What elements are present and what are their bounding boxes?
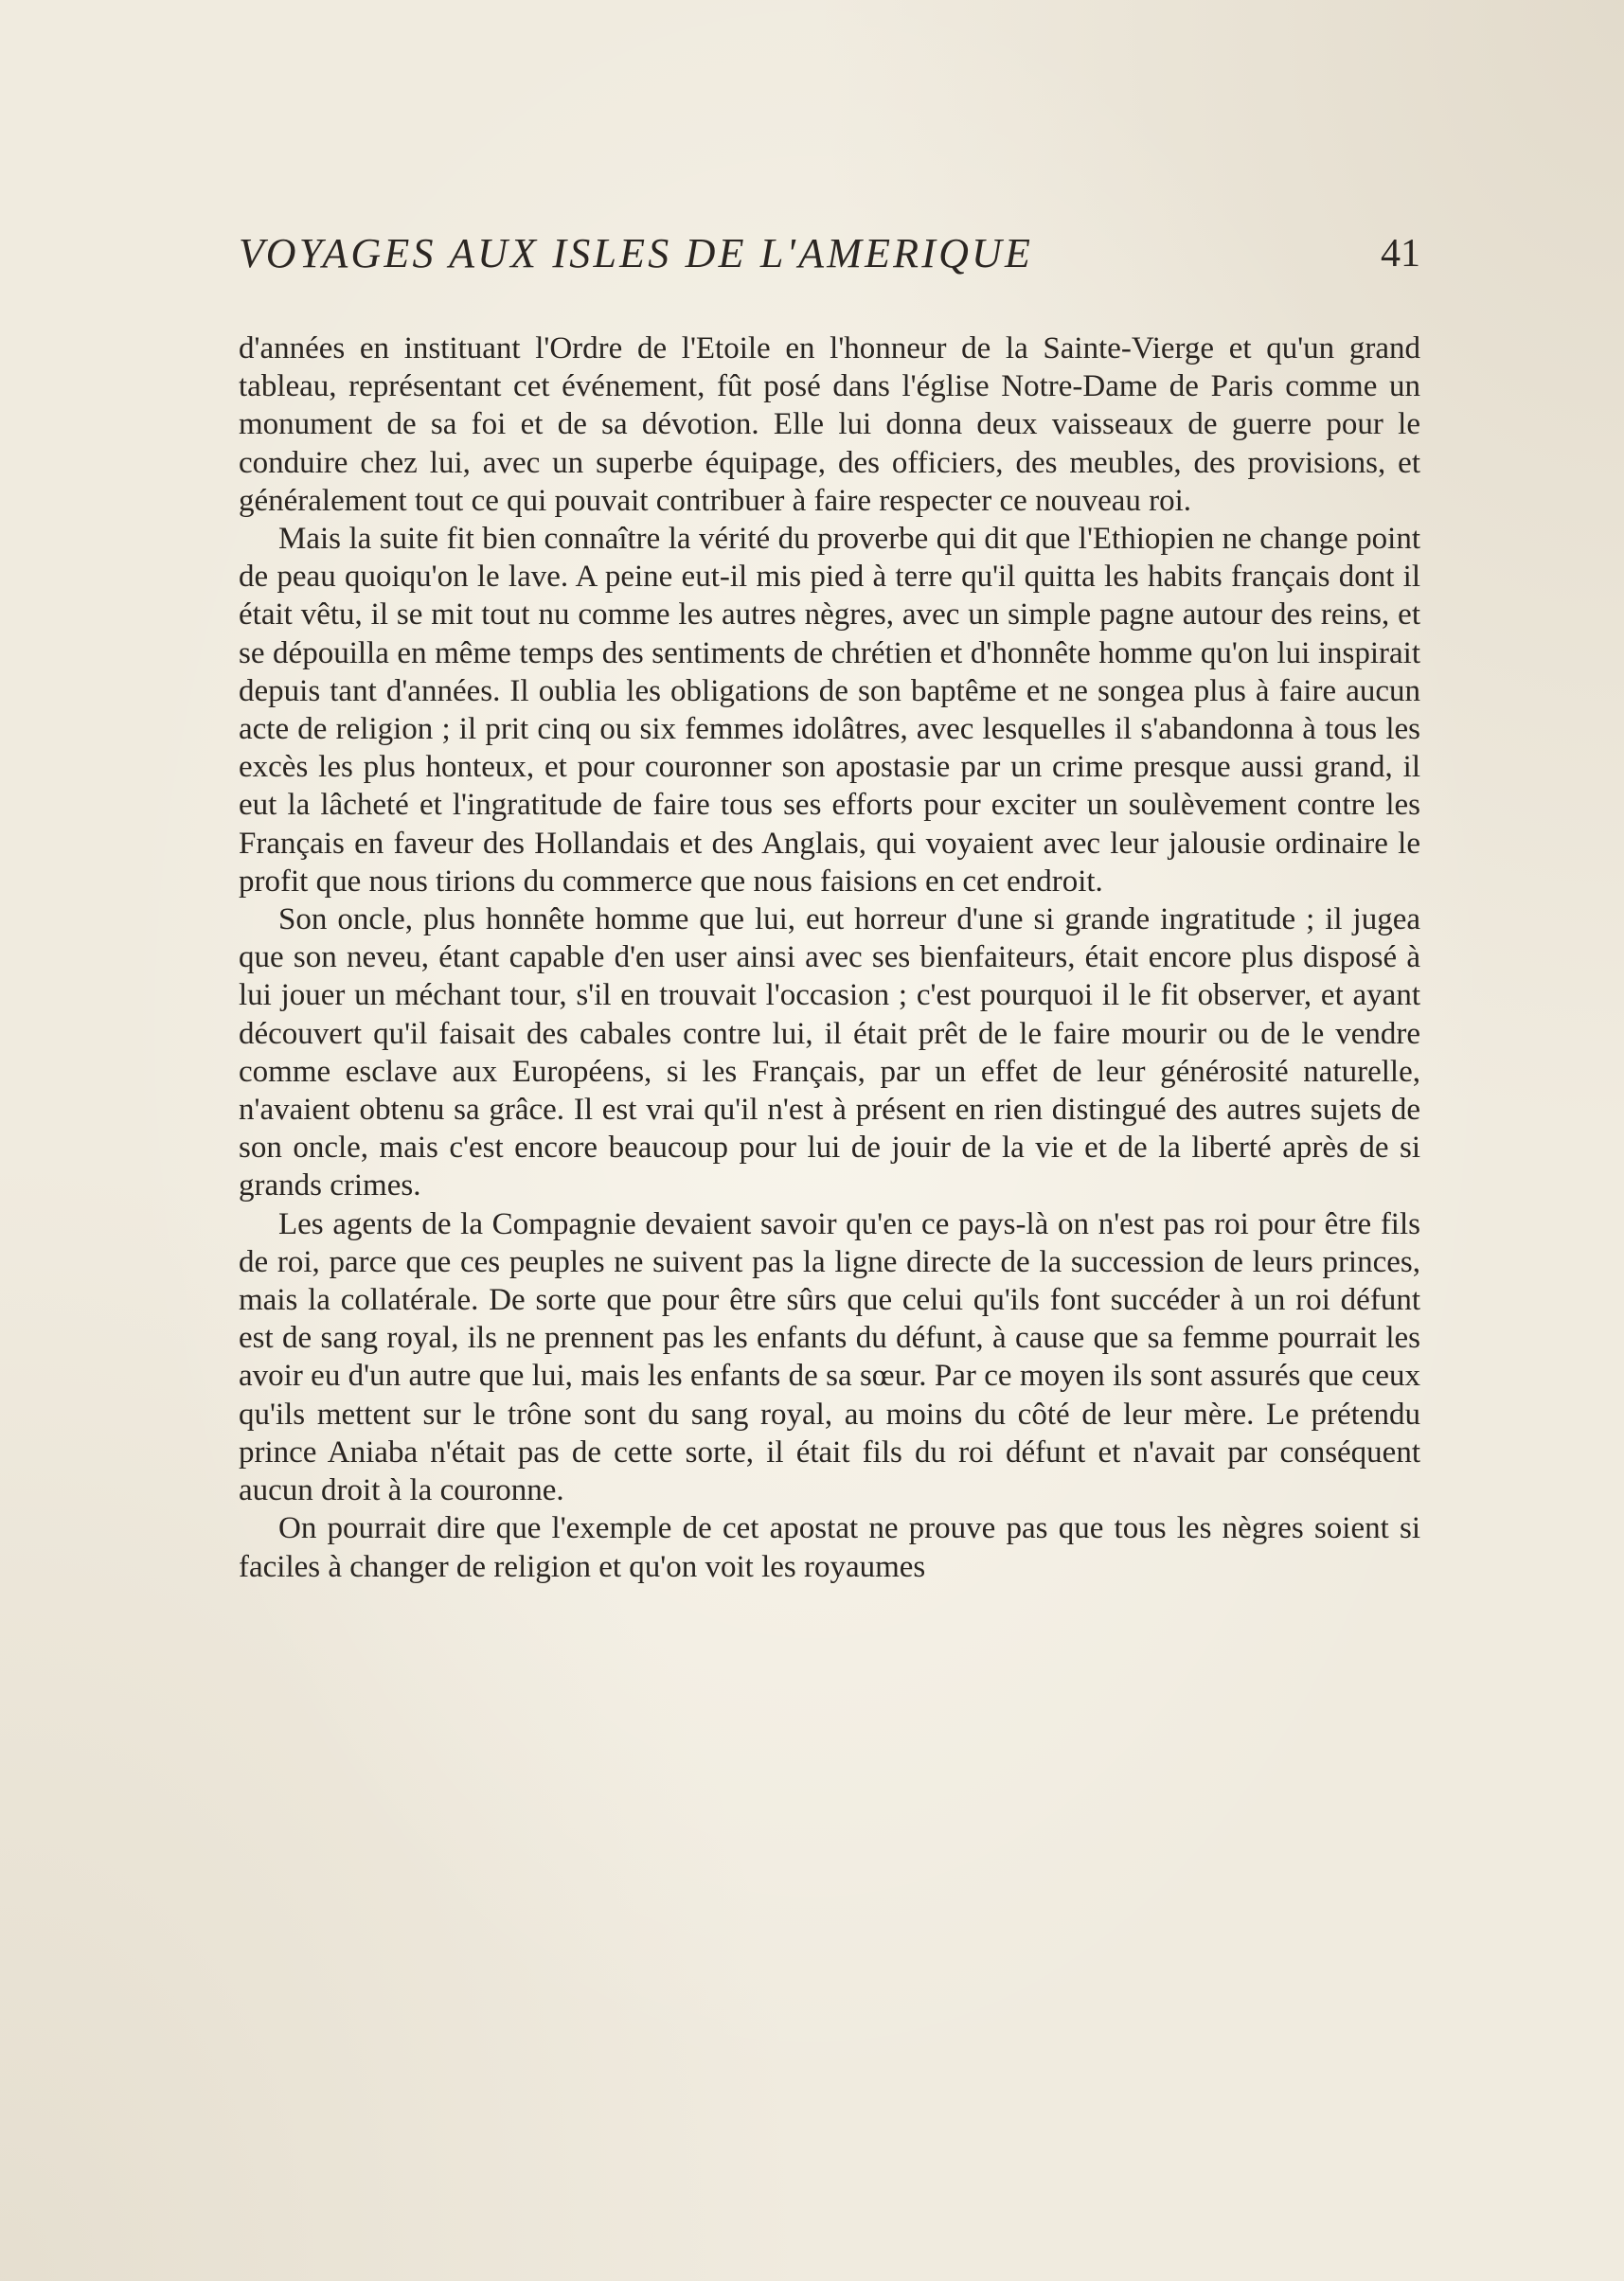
running-head: VOYAGES AUX ISLES DE L'AMERIQUE (239, 230, 1034, 276)
page-number: 41 (1381, 232, 1420, 276)
page-header (239, 225, 1420, 282)
paragraph-5: On pourrait dire que l'exemple de cet apostat ne prouve pas que tous les nègres soient si faciles à changer de religion et qu'on voit les royaumes (239, 1511, 1420, 1584)
paragraph-1: d'années en instituant l'Ordre de l'Etoile en l'honneur de la Sainte-Vierge et qu'un grand tableau, représentant cet événement, fût posé dans l'église Notre-Dame de Paris comme un monument de sa foi et de sa dévotion. Elle lui donna deux vaisseaux de guerre pour le conduire chez lui, avec un superbe équipage, des officiers, des meubles, des provisions, et généralement tout ce qui pouvait contribuer à faire respecter ce nouveau roi. (239, 331, 1420, 518)
paragraph-4: Les agents de la Compagnie devaient savoir qu'en ce pays-là on n'est pas roi pour être fils de roi, parce que ces peuples ne suivent pas la ligne directe de la succession de leurs princes, mais la collatérale. De sorte que pour être sûrs que celui qu'ils font succéder à un roi défunt est de sang royal, ils ne prennent pas les enfants du défunt, à cause que sa femme pourrait les avoir eu d'un autre que lui, mais les enfants de sa sœur. Par ce moyen ils sont assurés que ceux qu'ils mettent sur le trône sont du sang royal, au moins du côté de leur mère. Le prétendu prince Aniaba n'était pas de cette sorte, il était fils du roi défunt et n'avait par conséquent aucun droit à la couronne. (239, 1206, 1420, 1508)
paragraph-3: Son oncle, plus honnête homme que lui, eut horreur d'une si grande ingratitude ; il jugea que son neveu, étant capable d'en user ainsi avec ses bienfaiteurs, était encore plus disposé à lui jouer un méchant tour, s'il en trouvait l'occasion ; c'est pourquoi il le fit observer, et ayant découvert qu'il faisait des cabales contre lui, il était prêt de le faire mourir ou de le vendre comme esclave aux Européens, si les Français, par un effet de leur générosité naturelle, n'avaient obtenu sa grâce. Il est vrai qu'il n'est à présent en rien distingué des autres sujets de son oncle, mais c'est encore beaucoup pour lui de jouir de la vie et de la liberté après de si grands crimes. (239, 902, 1420, 1203)
body-text (239, 330, 1420, 1586)
paragraph-2: Mais la suite fit bien connaître la vérité du proverbe qui dit que l'Ethiopien ne change point de peau quoiqu'on le lave. A peine eut-il mis pied à terre qu'il quitta les habits français dont il était vêtu, il se mit tout nu comme les autres nègres, avec un simple pagne autour des reins, et se dépouilla en même temps des sentiments de chrétien et d'honnête homme qu'on lui inspirait depuis tant d'années. Il oublia les obligations de son baptême et ne songea plus à faire aucun acte de religion ; il prit cinq ou six femmes idolâtres, avec lesquelles il s'abandonna à tous les excès les plus honteux, et pour couronner son apostasie par un crime presque aussi grand, il eut la lâcheté et l'ingratitude de faire tous ses efforts pour exciter un soulèvement contre les Français en faveur des Hollandais et des Anglais, qui voyaient avec leur jalousie ordinaire le profit que nous tirions du commerce que nous faisions en cet endroit. (239, 522, 1420, 899)
